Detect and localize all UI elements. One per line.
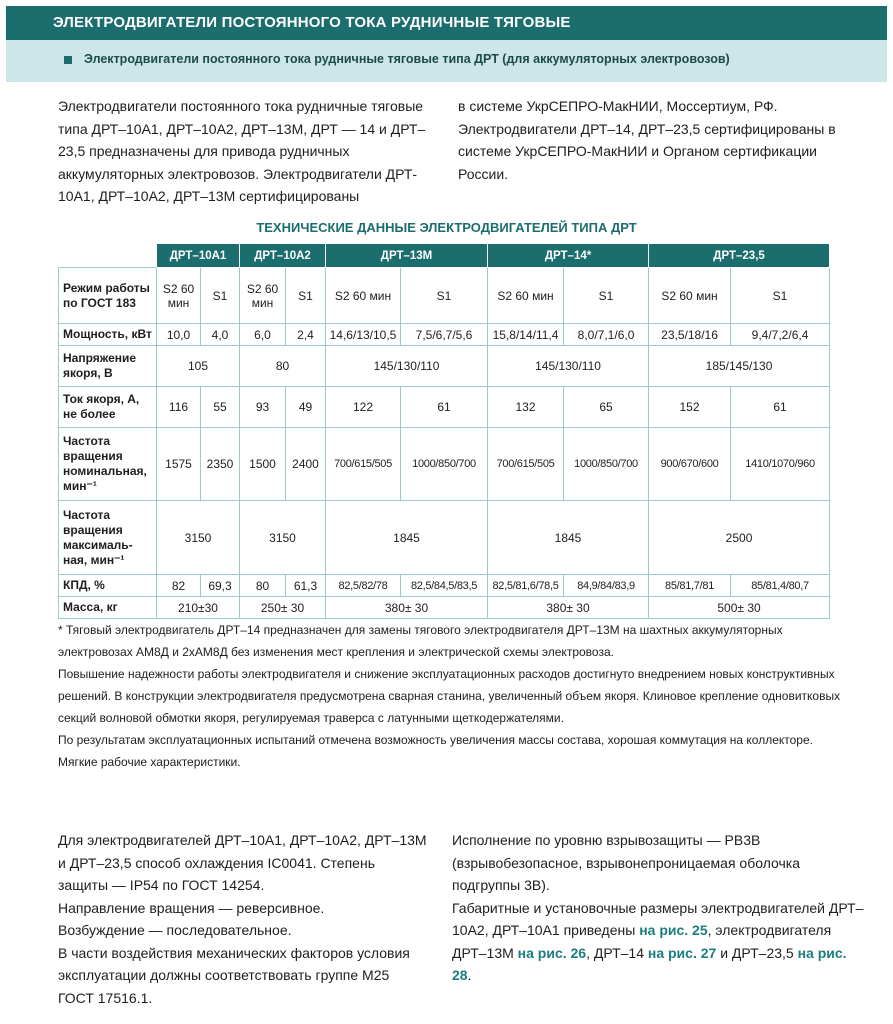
table-cell: 500± 30	[649, 597, 830, 619]
table-cell: 7,5/6,7/5,6	[401, 324, 488, 346]
table-row-voltage	[59, 346, 830, 387]
model-header: ДРТ–23,5	[649, 244, 830, 268]
table-cell: 55	[201, 387, 240, 428]
table-row-mode	[59, 268, 830, 324]
table-cell: 380± 30	[488, 597, 649, 619]
table-cell: 80	[240, 575, 286, 597]
intro-left-text: Электродвигатели постоянного тока рудничные тяговые типа ДРТ–10А1, ДРТ–10А2, ДРТ–13М, ДРТ — 14 и ДРТ–23,5 предназначены для привода рудничных аккумуляторных электровозов. Электродвигатели ДРТ- 10А1, ДРТ–10А2, ДРТ–13М сертифицированы	[58, 98, 426, 204]
row-label: Частота вращения максималь-ная, мин⁻¹	[59, 501, 157, 575]
table-cell: 8,0/7,1/6,0	[564, 324, 649, 346]
table-cell: S2 60 мин	[157, 268, 201, 324]
bottom-right-text	[452, 829, 867, 987]
table-cell: 122	[326, 387, 401, 428]
row-label: Частота вращения номинальная, мин⁻¹	[59, 428, 157, 501]
table-cell: S2 60 мин	[326, 268, 401, 324]
notes-block	[58, 619, 848, 773]
table-cell: S2 60 мин	[488, 268, 564, 324]
table-cell: 132	[488, 387, 564, 428]
square-bullet-icon	[64, 56, 72, 64]
cooling-paragraph: Для электродвигателей ДРТ–10А1, ДРТ–10А2, ДРТ–13М и ДРТ–23,5 способ охлаждения IC0041. Степень защиты — IP54 по ГОСТ 14254.	[58, 832, 427, 893]
row-label: Масса, кг	[59, 597, 157, 619]
figure-link-27[interactable]: на рис. 27	[647, 944, 717, 961]
explosion-protection-paragraph: Исполнение по уровню взрывозащиты — РВ3В (взрывобезопасное, взрывонепроницаемая оболочка подгруппы 3В).	[452, 832, 801, 893]
table-cell: S1	[286, 268, 326, 324]
row-label: Напряжение якоря, В	[59, 346, 157, 387]
figure-link-26[interactable]: на рис. 26	[517, 944, 587, 961]
table-row-current	[59, 387, 830, 428]
table-header-row	[59, 244, 830, 268]
table-cell: 82	[157, 575, 201, 597]
table-cell: 145/130/110	[488, 346, 649, 387]
table-cell: S1	[564, 268, 649, 324]
note-paragraph: По результатам эксплуатационных испытаний отмечена возможность увеличения массы состава, хорошая коммутация на коллекторе. Мягкие рабочие характеристики.	[58, 733, 813, 769]
table-cell: 116	[157, 387, 201, 428]
model-header: ДРТ–14*	[488, 244, 649, 268]
subsection-title: Электродвигатели постоянного тока рудничные тяговые типа ДРТ (для аккумуляторных электровозов)	[84, 52, 730, 66]
table-row-power	[59, 324, 830, 346]
table-cell: 900/670/600	[649, 428, 731, 501]
table-cell: 61	[731, 387, 830, 428]
row-label: Ток якоря, А, не более	[59, 387, 157, 428]
intro-right-text: в системе УкрСЕПРО-МакНИИ, Моссертиум, РФ. Электродвигатели ДРТ–14, ДРТ–23,5 сертифицированы в системе УкрСЕПРО-МакНИИ и Органом сертификации России.	[458, 98, 836, 182]
table-row-mass	[59, 597, 830, 619]
rotation-paragraph: Направление вращения — реверсивное.	[58, 899, 325, 916]
table-cell: 65	[564, 387, 649, 428]
table-cell: 49	[286, 387, 326, 428]
table-cell: 250± 30	[240, 597, 326, 619]
dimensions-text: , электродвигателя ДРТ–13М	[452, 922, 832, 961]
dimensions-paragraph	[452, 897, 867, 987]
table-cell: S1	[201, 268, 240, 324]
table-cell: 2500	[649, 501, 830, 575]
mechanical-paragraph: В части воздействия механических факторов условия эксплуатации должны соответствовать группе М25 ГОСТ 17516.1.	[58, 944, 410, 1006]
model-header: ДРТ–10А2	[240, 244, 326, 268]
table-cell: 61,3	[286, 575, 326, 597]
table-cell: S1	[401, 268, 488, 324]
model-header: ДРТ–13М	[326, 244, 488, 268]
table-cell: 105	[157, 346, 240, 387]
table-cell: 84,9/84/83,9	[564, 575, 649, 597]
table-cell: 700/615/505	[326, 428, 401, 501]
footnote-paragraph: * Тяговый электродвигатель ДРТ–14 предназначен для замены тягового электродвигателя ДРТ–13М на шахтных аккумуляторных электровозах АМ8Д и 2хАМ8Д без изменения мест крепления и электрической схемы электровоза.	[58, 623, 783, 659]
table-cell: 9,4/7,2/6,4	[731, 324, 830, 346]
table-cell: 85/81,4/80,7	[731, 575, 830, 597]
bottom-left-text	[58, 829, 428, 1009]
table-cell: 82,5/82/78	[326, 575, 401, 597]
note-paragraph: Повышение надежности работы электродвигателя и снижение эксплуатационных расходов достигнуто внедрением новых конструктивных решений. В конструкции электродвигателя предусмотрена сварная станина, увеличенный объем якоря. Клиновое крепление одновитковых секций волновой обмотки якоря, регулируемая траверса с латунными щеткодержателями.	[58, 667, 841, 725]
table-cell: 1000/850/700	[564, 428, 649, 501]
dimensions-text: Габаритные и установочные размеры электродвигателей ДРТ–10А2, ДРТ–10А1 приведены	[452, 899, 864, 938]
table-cell: S2 60 мин	[240, 268, 286, 324]
table-cell: 152	[649, 387, 731, 428]
table-cell: 10,0	[157, 324, 201, 346]
subsection-bar	[6, 40, 887, 82]
table-cell: 23,5/18/16	[649, 324, 731, 346]
table-cell: 6,0	[240, 324, 286, 346]
table-cell: 2400	[286, 428, 326, 501]
table-cell: 700/615/505	[488, 428, 564, 501]
table-cell: 1410/1070/960	[731, 428, 830, 501]
table-row-speed-nominal	[59, 428, 830, 501]
row-label: Режим работы по ГОСТ 183	[59, 268, 157, 324]
table-cell: 2,4	[286, 324, 326, 346]
table-cell: 85/81,7/81	[649, 575, 731, 597]
header-blank	[59, 244, 157, 268]
spec-table	[58, 243, 830, 619]
row-label: КПД, %	[59, 575, 157, 597]
table-cell: 69,3	[201, 575, 240, 597]
table-cell: 145/130/110	[326, 346, 488, 387]
row-label: Мощность, кВт	[59, 324, 157, 346]
table-cell: 3150	[157, 501, 240, 575]
table-cell: S2 60 мин	[649, 268, 731, 324]
table-cell: 82,5/84,5/83,5	[401, 575, 488, 597]
table-cell: 1500	[240, 428, 286, 501]
table-cell: 1845	[488, 501, 649, 575]
model-header: ДРТ–10А1	[157, 244, 240, 268]
excitation-paragraph: Возбуждение — последовательное.	[58, 922, 292, 938]
dimensions-text: .	[467, 967, 472, 983]
table-cell: 80	[240, 346, 326, 387]
section-header-bar	[6, 6, 887, 40]
table-cell: 14,6/13/10,5	[326, 324, 401, 346]
table-cell: 82,5/81,6/78,5	[488, 575, 564, 597]
section-title: ЭЛЕКТРОДВИГАТЕЛИ ПОСТОЯННОГО ТОКА РУДНИЧНЫЕ ТЯГОВЫЕ	[53, 14, 571, 31]
table-cell: S1	[731, 268, 830, 324]
table-cell: 1845	[326, 501, 488, 575]
table-cell: 15,8/14/11,4	[488, 324, 564, 346]
table-cell: 185/145/130	[649, 346, 830, 387]
table-cell: 2350	[201, 428, 240, 501]
table-cell: 61	[401, 387, 488, 428]
table-cell: 93	[240, 387, 286, 428]
dimensions-text: , ДРТ–14	[586, 944, 644, 961]
dimensions-text: и ДРТ–23,5	[716, 944, 794, 961]
table-title: ТЕХНИЧЕСКИЕ ДАННЫЕ ЭЛЕКТРОДВИГАТЕЛЕЙ ТИПА ДРТ	[256, 220, 637, 235]
figure-link-28[interactable]: на рис. 28	[452, 944, 847, 983]
table-row-efficiency	[59, 575, 830, 597]
table-cell: 380± 30	[326, 597, 488, 619]
table-row-speed-max	[59, 501, 830, 575]
table-cell: 4,0	[201, 324, 240, 346]
figure-link-25[interactable]: на рис. 25	[639, 922, 708, 938]
table-cell: 210±30	[157, 597, 240, 619]
table-cell: 1000/850/700	[401, 428, 488, 501]
table-cell: 1575	[157, 428, 201, 501]
table-cell: 3150	[240, 501, 326, 575]
